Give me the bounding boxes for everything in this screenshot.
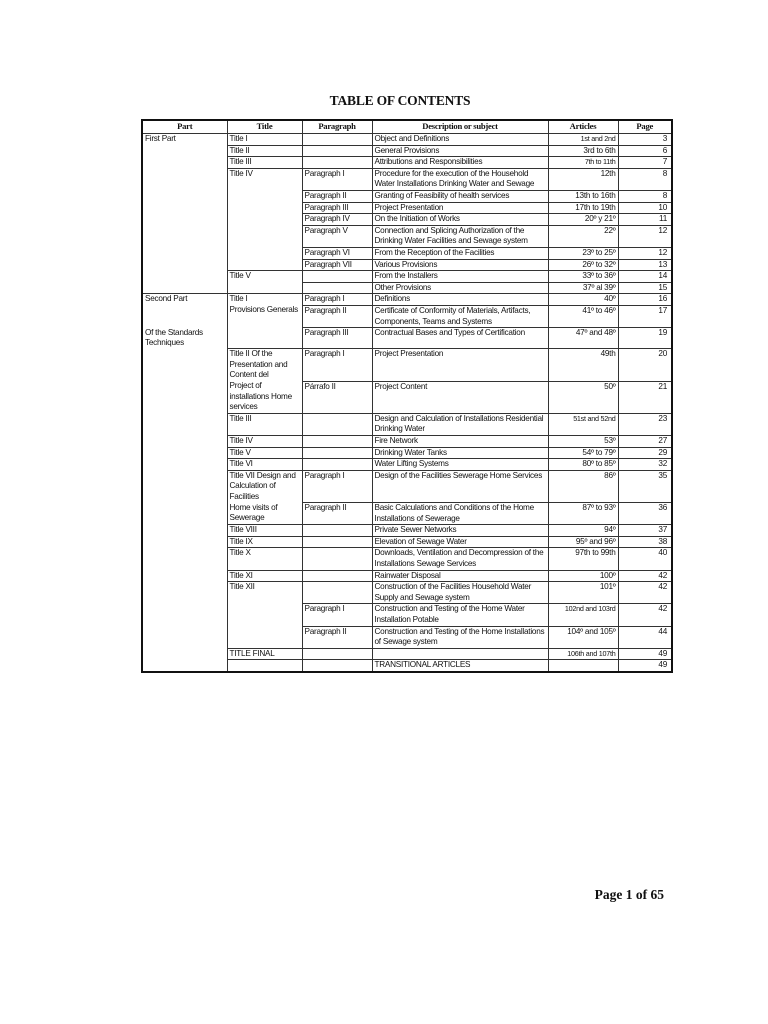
cell-paragraph: Paragraph II [302, 503, 372, 525]
table-row [142, 381, 672, 413]
cell-description: Rainwater Disposal [372, 570, 548, 582]
cell-paragraph [302, 582, 372, 604]
cell-description: TRANSITIONAL ARTICLES [372, 660, 548, 672]
cell-articles: 17th to 19th [548, 202, 618, 214]
cell-paragraph [302, 157, 372, 169]
cell-title: Title IV [227, 168, 302, 190]
cell-description: Certificate of Conformity of Materials, Artifacts, Components, Teams and Systems [372, 305, 548, 327]
table-row [142, 282, 672, 294]
cell-paragraph [302, 145, 372, 157]
cell-description: Various Provisions [372, 259, 548, 271]
cell-paragraph [302, 570, 372, 582]
cell-page: 32 [618, 459, 672, 471]
cell-part [142, 447, 227, 459]
cell-articles: 86º [548, 470, 618, 502]
cell-title [227, 225, 302, 247]
table-row [142, 294, 672, 306]
header-title: Title [227, 120, 302, 134]
cell-paragraph: Paragraph I [302, 168, 372, 190]
cell-page: 20 [618, 349, 672, 381]
cell-paragraph: Paragraph III [302, 202, 372, 214]
cell-title: Title V [227, 447, 302, 459]
cell-page: 37 [618, 525, 672, 537]
cell-articles: 1st and 2nd [548, 134, 618, 146]
cell-description: Fire Network [372, 436, 548, 448]
cell-paragraph: Paragraph III [302, 328, 372, 349]
table-row [142, 648, 672, 660]
cell-title: Provisions Generals [227, 305, 302, 327]
cell-paragraph: Paragraph VII [302, 259, 372, 271]
cell-part [142, 548, 227, 570]
cell-paragraph [302, 660, 372, 672]
cell-title: Title VI [227, 459, 302, 471]
cell-page: 44 [618, 626, 672, 648]
cell-part: Of the Standards Techniques [142, 328, 227, 349]
cell-articles: 22º [548, 225, 618, 247]
cell-title [227, 604, 302, 626]
cell-title: Title II Of the Presentation and Content del [227, 349, 302, 381]
cell-articles: 104º and 105º [548, 626, 618, 648]
table-row [142, 626, 672, 648]
table-row [142, 503, 672, 525]
table-row [142, 413, 672, 435]
cell-page: 23 [618, 413, 672, 435]
cell-articles: 54º to 79º [548, 447, 618, 459]
cell-paragraph: Paragraph I [302, 604, 372, 626]
header-description: Description or subject [372, 120, 548, 134]
table-row [142, 570, 672, 582]
cell-part [142, 349, 227, 381]
cell-page: 49 [618, 648, 672, 660]
cell-title [227, 626, 302, 648]
cell-description: Contractual Bases and Types of Certification [372, 328, 548, 349]
cell-articles: 102nd and 103rd [548, 604, 618, 626]
cell-paragraph [302, 282, 372, 294]
table-row [142, 660, 672, 672]
cell-articles: 20º y 21º [548, 214, 618, 226]
cell-title: Title I [227, 294, 302, 306]
cell-paragraph [302, 536, 372, 548]
cell-articles: 40º [548, 294, 618, 306]
cell-part [142, 604, 227, 626]
cell-title: Title XI [227, 570, 302, 582]
cell-title [227, 214, 302, 226]
cell-part [142, 214, 227, 226]
cell-description: Design of the Facilities Sewerage Home Services [372, 470, 548, 502]
cell-part [142, 190, 227, 202]
header-page: Page [618, 120, 672, 134]
cell-paragraph [302, 134, 372, 146]
cell-paragraph: Paragraph V [302, 225, 372, 247]
table-row [142, 459, 672, 471]
cell-part [142, 381, 227, 413]
cell-articles: 23º to 25º [548, 247, 618, 259]
cell-paragraph: Paragraph II [302, 190, 372, 202]
cell-part [142, 582, 227, 604]
cell-title: Title X [227, 548, 302, 570]
cell-description: Basic Calculations and Conditions of the Home Installations of Sewerage [372, 503, 548, 525]
toc-table [141, 119, 673, 673]
cell-title [227, 190, 302, 202]
cell-page: 6 [618, 145, 672, 157]
cell-page: 40 [618, 548, 672, 570]
cell-description: Water Lifting Systems [372, 459, 548, 471]
cell-page: 21 [618, 381, 672, 413]
cell-title [227, 328, 302, 349]
cell-paragraph [302, 648, 372, 660]
cell-title: Home visits of Sewerage [227, 503, 302, 525]
cell-part [142, 503, 227, 525]
cell-page: 12 [618, 247, 672, 259]
table-row [142, 470, 672, 502]
cell-page: 49 [618, 660, 672, 672]
cell-articles: 100º [548, 570, 618, 582]
cell-description: Elevation of Sewage Water [372, 536, 548, 548]
cell-part [142, 536, 227, 548]
cell-title: Title V [227, 271, 302, 283]
cell-articles: 3rd to 6th [548, 145, 618, 157]
cell-paragraph: Paragraph I [302, 470, 372, 502]
cell-page: 38 [618, 536, 672, 548]
cell-description: Downloads, Ventilation and Decompression of the Installations Sewage Services [372, 548, 548, 570]
cell-part [142, 525, 227, 537]
cell-part [142, 202, 227, 214]
cell-description: Construction of the Facilities Household Water Supply and Sewage system [372, 582, 548, 604]
cell-page: 8 [618, 168, 672, 190]
table-row [142, 536, 672, 548]
cell-part: Second Part [142, 294, 227, 306]
table-row [142, 271, 672, 283]
cell-part [142, 282, 227, 294]
cell-part [142, 157, 227, 169]
cell-articles: 97th to 99th [548, 548, 618, 570]
cell-description: Project Content [372, 381, 548, 413]
cell-articles: 94º [548, 525, 618, 537]
cell-description: Construction and Testing of the Home Installations of Sewage system [372, 626, 548, 648]
cell-title: Title VIII [227, 525, 302, 537]
cell-part [142, 271, 227, 283]
cell-part [142, 459, 227, 471]
table-row [142, 604, 672, 626]
cell-title [227, 282, 302, 294]
cell-title: Title VII Design and Calculation of Facilities [227, 470, 302, 502]
cell-paragraph: Párrafo II [302, 381, 372, 413]
cell-title [227, 259, 302, 271]
cell-paragraph [302, 459, 372, 471]
cell-paragraph [302, 447, 372, 459]
cell-articles: 7th to 11th [548, 157, 618, 169]
cell-articles: 37º al 39º [548, 282, 618, 294]
cell-title [227, 660, 302, 672]
cell-part [142, 648, 227, 660]
cell-description: Project Presentation [372, 202, 548, 214]
table-row [142, 214, 672, 226]
table-row [142, 349, 672, 381]
cell-articles: 12th [548, 168, 618, 190]
cell-part [142, 626, 227, 648]
header-part: Part [142, 120, 227, 134]
cell-part [142, 168, 227, 190]
cell-title [227, 247, 302, 259]
cell-paragraph [302, 271, 372, 283]
cell-part [142, 413, 227, 435]
cell-page: 15 [618, 282, 672, 294]
table-row [142, 202, 672, 214]
cell-page: 13 [618, 259, 672, 271]
cell-description: From the Reception of the Facilities [372, 247, 548, 259]
table-row [142, 145, 672, 157]
cell-paragraph [302, 548, 372, 570]
cell-articles: 80º to 85º [548, 459, 618, 471]
cell-description [372, 648, 548, 660]
cell-title: Title IV [227, 436, 302, 448]
table-row [142, 525, 672, 537]
cell-title [227, 202, 302, 214]
cell-title: Title IX [227, 536, 302, 548]
cell-page: 36 [618, 503, 672, 525]
cell-articles: 26º to 32º [548, 259, 618, 271]
cell-paragraph [302, 525, 372, 537]
cell-page: 14 [618, 271, 672, 283]
cell-articles: 50º [548, 381, 618, 413]
cell-articles: 33º to 36º [548, 271, 618, 283]
cell-articles: 101º [548, 582, 618, 604]
cell-part: First Part [142, 134, 227, 146]
cell-articles: 95º and 96º [548, 536, 618, 548]
document-title: TABLE OF CONTENTS [329, 93, 471, 108]
table-row [142, 259, 672, 271]
cell-articles [548, 660, 618, 672]
cell-paragraph: Paragraph I [302, 349, 372, 381]
cell-part [142, 145, 227, 157]
cell-description: On the Initiation of Works [372, 214, 548, 226]
table-row [142, 582, 672, 604]
table-row [142, 190, 672, 202]
header-paragraph: Paragraph [302, 120, 372, 134]
cell-part [142, 660, 227, 672]
cell-page: 17 [618, 305, 672, 327]
cell-articles: 47º and 48º [548, 328, 618, 349]
cell-description: Drinking Water Tanks [372, 447, 548, 459]
cell-page: 42 [618, 604, 672, 626]
cell-page: 42 [618, 582, 672, 604]
cell-page: 42 [618, 570, 672, 582]
cell-paragraph [302, 436, 372, 448]
cell-part [142, 470, 227, 502]
cell-part [142, 305, 227, 327]
cell-page: 16 [618, 294, 672, 306]
cell-page: 3 [618, 134, 672, 146]
cell-paragraph: Paragraph VI [302, 247, 372, 259]
cell-part [142, 436, 227, 448]
cell-description: Definitions [372, 294, 548, 306]
cell-articles: 53º [548, 436, 618, 448]
cell-part [142, 225, 227, 247]
cell-description: Granting of Feasibility of health services [372, 190, 548, 202]
cell-paragraph: Paragraph IV [302, 214, 372, 226]
cell-paragraph: Paragraph I [302, 294, 372, 306]
table-row [142, 305, 672, 327]
cell-description: General Provisions [372, 145, 548, 157]
toc-body [142, 134, 672, 673]
cell-description: Object and Definitions [372, 134, 548, 146]
cell-page: 19 [618, 328, 672, 349]
table-row [142, 225, 672, 247]
cell-description: Private Sewer Networks [372, 525, 548, 537]
header-articles: Articles [548, 120, 618, 134]
table-row [142, 157, 672, 169]
table-row [142, 168, 672, 190]
cell-page: 35 [618, 470, 672, 502]
cell-description: Connection and Splicing Authorization of the Drinking Water Facilities and Sewage system [372, 225, 548, 247]
table-row [142, 134, 672, 146]
cell-description: Other Provisions [372, 282, 548, 294]
cell-page: 7 [618, 157, 672, 169]
cell-description: Construction and Testing of the Home Water Installation Potable [372, 604, 548, 626]
cell-title: TITLE FINAL [227, 648, 302, 660]
cell-description: Attributions and Responsibilities [372, 157, 548, 169]
cell-description: Procedure for the execution of the Household Water Installations Drinking Water and Sewage [372, 168, 548, 190]
table-row [142, 328, 672, 349]
table-row [142, 548, 672, 570]
cell-paragraph: Paragraph II [302, 305, 372, 327]
cell-part [142, 247, 227, 259]
cell-title: Title III [227, 157, 302, 169]
cell-title: Title XII [227, 582, 302, 604]
cell-articles: 49th [548, 349, 618, 381]
cell-page: 8 [618, 190, 672, 202]
cell-articles: 41º to 46º [548, 305, 618, 327]
cell-title: Project of installations Home services [227, 381, 302, 413]
cell-articles: 87º to 93º [548, 503, 618, 525]
cell-articles: 51st and 52nd [548, 413, 618, 435]
cell-description: Project Presentation [372, 349, 548, 381]
cell-page: 10 [618, 202, 672, 214]
cell-title: Title I [227, 134, 302, 146]
cell-description: Design and Calculation of Installations Residential Drinking Water [372, 413, 548, 435]
page-number: Page 1 of 65 [594, 887, 664, 902]
cell-part [142, 570, 227, 582]
table-header-row [142, 120, 672, 134]
table-row [142, 247, 672, 259]
table-row [142, 436, 672, 448]
cell-articles: 106th and 107th [548, 648, 618, 660]
cell-page: 11 [618, 214, 672, 226]
cell-page: 27 [618, 436, 672, 448]
cell-title: Title III [227, 413, 302, 435]
cell-paragraph [302, 413, 372, 435]
table-row [142, 447, 672, 459]
cell-paragraph: Paragraph II [302, 626, 372, 648]
cell-articles: 13th to 16th [548, 190, 618, 202]
cell-description: From the Installers [372, 271, 548, 283]
cell-title: Title II [227, 145, 302, 157]
cell-part [142, 259, 227, 271]
cell-page: 12 [618, 225, 672, 247]
cell-page: 29 [618, 447, 672, 459]
